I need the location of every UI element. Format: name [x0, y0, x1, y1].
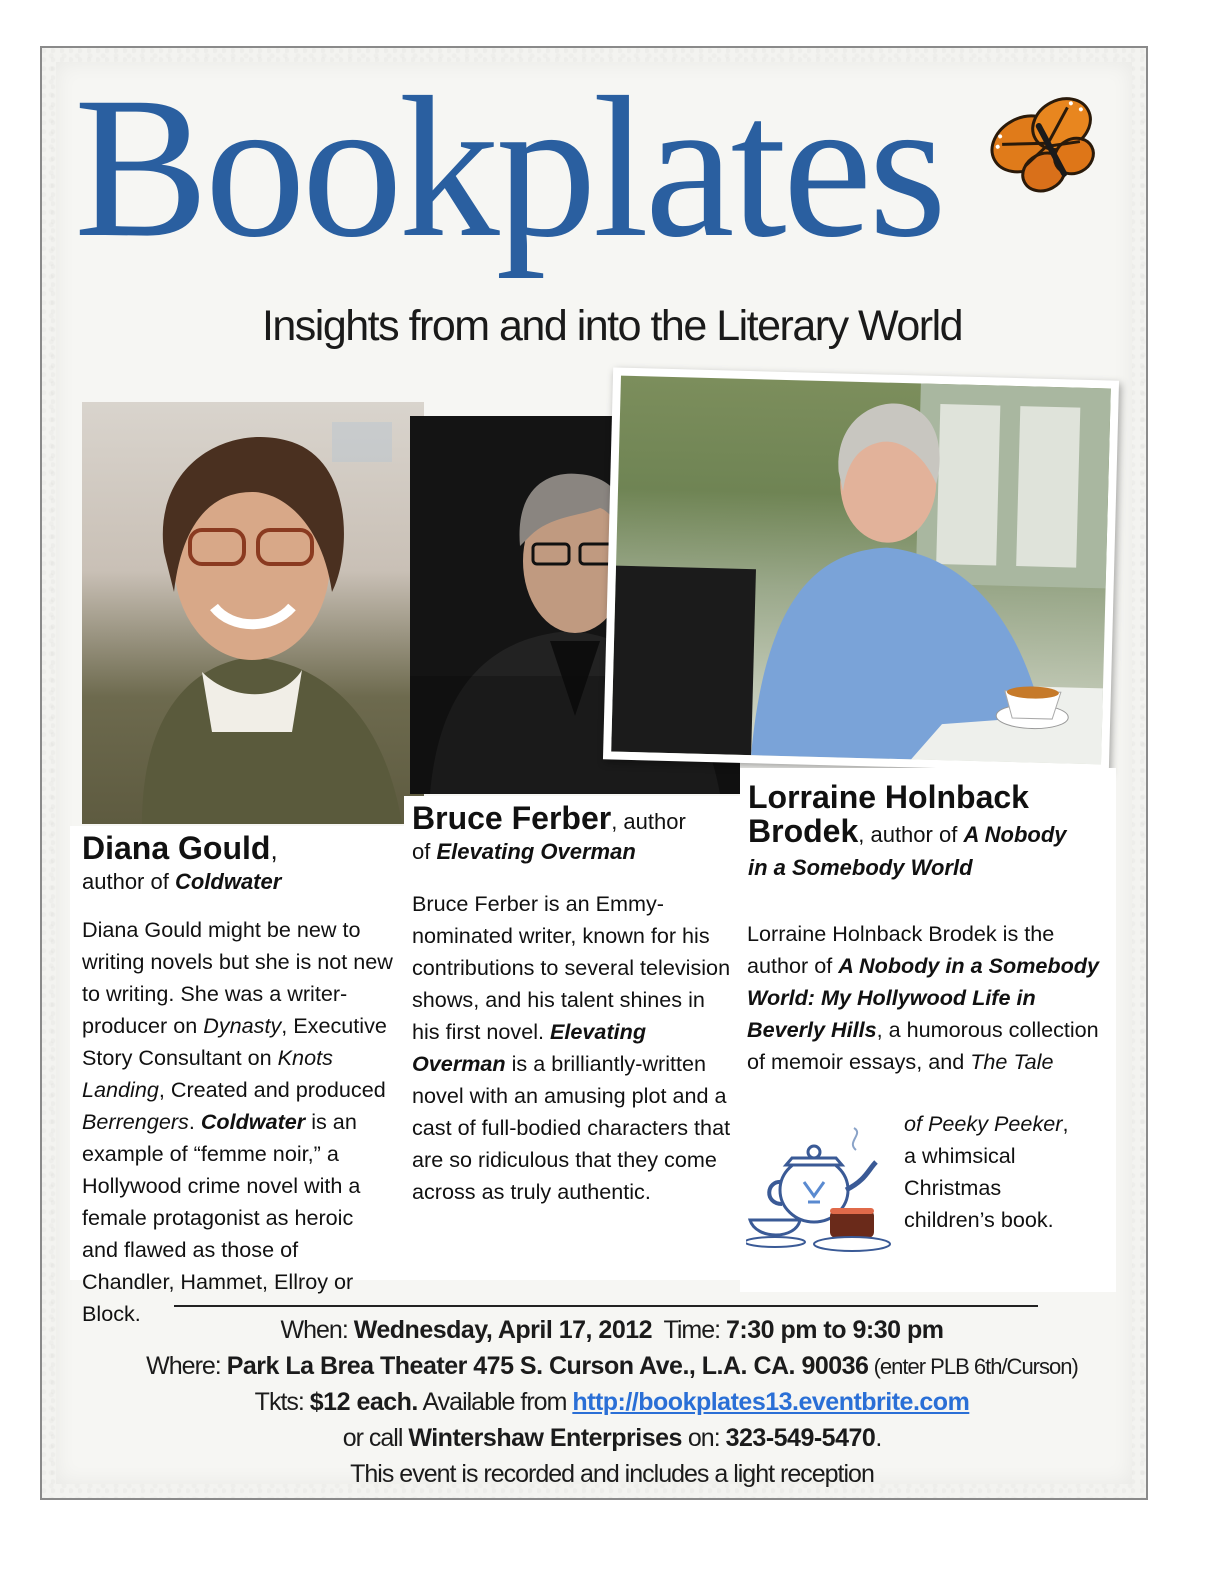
- ticket-price: $12 each.: [309, 1388, 418, 1416]
- diana-gould-photo: [82, 402, 424, 824]
- event-venue: Park La Brea Theater 475 S. Curson Ave., L.A. CA. 90036: [226, 1352, 869, 1380]
- event-date: Wednesday, April 17, 2012: [353, 1316, 653, 1344]
- page-subtitle: Insights from and into the Literary World: [261, 302, 963, 350]
- event-when: When: Wednesday, April 17, 2012 Time: 7:30 pm to 9:30 pm: [280, 1316, 944, 1344]
- book-title-cont: in a Somebody World: [748, 855, 973, 880]
- event-contact: or call Wintershaw Enterprises on: 323-549-5470.: [342, 1424, 882, 1452]
- event-where: Where: Park La Brea Theater 475 S. Curson Ave., L.A. CA. 90036 (enter PLB 6th/Curson): [146, 1352, 1078, 1380]
- book-title: Coldwater: [174, 869, 282, 894]
- author-name: Bruce Ferber: [412, 800, 612, 836]
- diana-gould-bio: Diana Gould might be new to writing novels but she is not new to writing. She was a writer-producer on Dynasty, Executive Story Consultant on Knots Landing, Created and produced Berrengers. Coldwater is an example of “femme noir,” a Hollywood crime novel with a female protagonist as heroic and flawed as those of Chandler, Hammet, Ellroy or Block.: [82, 917, 393, 1326]
- author-name-line1: Lorraine Holnback: [748, 779, 1029, 815]
- author-name-line2: Brodek: [748, 813, 859, 849]
- butterfly-icon: [990, 92, 1112, 206]
- page-title: Bookplates: [74, 55, 943, 279]
- teapot-icon: [746, 1120, 896, 1260]
- book-title: A Nobody: [963, 822, 1067, 847]
- event-time: 7:30 pm to 9:30 pm: [726, 1316, 944, 1344]
- lorraine-brodek-photo: [603, 367, 1119, 772]
- company-name: Wintershaw Enterprises: [408, 1424, 682, 1452]
- lorraine-brodek-bio: Lorraine Holnback Brodek is the author of A Nobody in a Somebody World: My Hollywood Life in Beverly Hills, a humorous collection of memoir essays, and The Tale: [747, 921, 1099, 1074]
- bruce-ferber-bio: Bruce Ferber is an Emmy-nominated writer, known for his contributions to several television shows, and his talent shines in his first novel. Elevating Overman is a brilliantly-written novel with an amusing plot and a cast of full-bodied characters that are so ridiculous that they come across as truly authentic.: [412, 891, 731, 1204]
- event-tickets: Tkts: $12 each. Available from http://bookplates13.eventbrite.com: [254, 1388, 970, 1416]
- divider: [174, 1305, 1038, 1307]
- lorraine-brodek-bio-cont: of Peeky Peeker, a whimsical Christmas children’s book.: [904, 1111, 1069, 1232]
- author-name: Diana Gould: [82, 830, 271, 866]
- lorraine-brodek-heading: Lorraine Holnback Brodek, author of A Nobody in a Somebody World: [748, 778, 1108, 881]
- phone-number: 323-549-5470: [725, 1424, 876, 1452]
- book-title: Elevating Overman: [436, 839, 636, 864]
- event-note: This event is recorded and includes a light reception: [350, 1460, 874, 1488]
- bruce-ferber-heading: Bruce Ferber, author of Elevating Overman: [412, 800, 686, 864]
- diana-gould-heading: Diana Gould, author of Coldwater: [82, 830, 282, 894]
- eventbrite-link[interactable]: http://bookplates13.eventbrite.com: [572, 1388, 970, 1416]
